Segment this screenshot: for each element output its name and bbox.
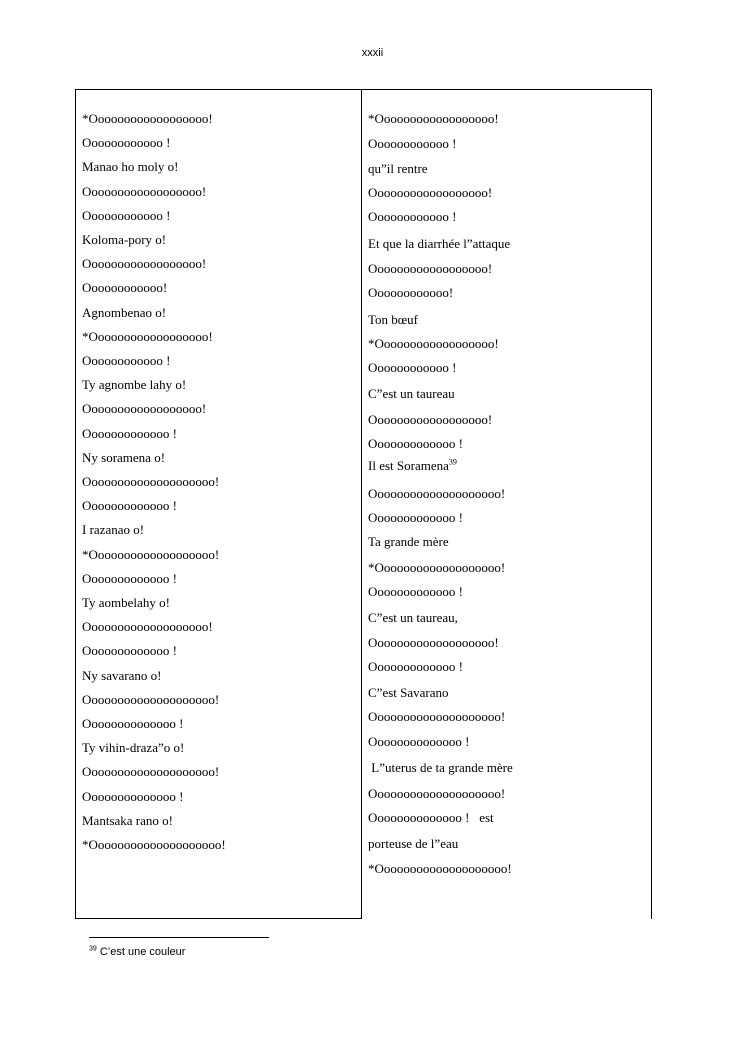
translation-line-text: Ton bœuf <box>368 312 419 327</box>
translation-line-text: Oooooooooooo ! <box>368 136 457 151</box>
translation-line-text: C”est un taureau, <box>368 610 458 625</box>
translation-line <box>368 534 449 550</box>
translation-line-text: *Oooooooooooooooooo! <box>368 111 499 126</box>
translation-line-text: Il est Soramena <box>368 458 449 473</box>
translation-line <box>368 458 457 474</box>
verse-line: Mantsaka rano o! <box>82 813 173 828</box>
verse-line: Ooooooooooooo ! <box>82 426 177 441</box>
translation-line-text: Ooooooooooooo ! <box>368 436 463 451</box>
translation-line-text: qu”il rentre <box>368 161 428 176</box>
footnote <box>89 946 185 958</box>
translation-line-text: Ta grande mère <box>368 534 449 549</box>
verse-line: Manao ho moly o! <box>82 159 179 174</box>
verse-line: Oooooooooooooooooooo! <box>82 474 220 489</box>
verse-line: *Oooooooooooooooooo! <box>82 329 213 344</box>
verse-line: Ty vihin-draza”o o! <box>82 740 185 755</box>
verse-line: Oooooooooooooooooooo! <box>82 764 220 779</box>
verse-line: Ooooooooooooo ! <box>82 571 177 586</box>
verse-line: Oooooooooooooooooooo! <box>82 692 220 707</box>
translation-line <box>368 734 469 750</box>
verse-line: Oooooooooooo ! <box>82 135 171 150</box>
translation-line-text: Oooooooooooo ! <box>368 209 457 224</box>
translation-line <box>368 584 463 600</box>
translation-line-text: L”uterus de ta grande mère <box>368 760 513 775</box>
translation-line <box>368 486 505 502</box>
translation-line <box>368 285 453 301</box>
verse-line: Oooooooooooooooooo! <box>82 184 207 199</box>
translation-line <box>368 261 492 277</box>
translation-line <box>368 786 505 802</box>
translation-line <box>368 161 428 177</box>
translation-line <box>368 685 449 701</box>
footnote-separator <box>89 937 269 938</box>
translation-line-text: Oooooooooooooooooooo! <box>368 786 506 801</box>
footnote-marker: 39 <box>89 945 97 953</box>
translation-line <box>368 360 456 376</box>
verse-line: Koloma-pory o! <box>82 232 167 247</box>
translation-line <box>368 136 456 152</box>
translation-line <box>368 386 455 402</box>
translation-line <box>368 709 505 725</box>
translation-line-text: porteuse de l”eau <box>368 836 459 851</box>
verse-line: Oooooooooooooo ! <box>82 716 184 731</box>
verse-line: Oooooooooooooo ! <box>82 789 184 804</box>
verse-line: *Oooooooooooooooooo! <box>82 111 213 126</box>
translation-line-text: Et que la diarrhée l”attaque <box>368 236 511 251</box>
translation-line <box>368 336 499 352</box>
translation-line <box>368 810 494 826</box>
verse-line: Oooooooooooo ! <box>82 353 171 368</box>
translation-line-text: C”est Savarano <box>368 685 449 700</box>
translation-line <box>368 836 458 852</box>
translation-line <box>368 760 513 776</box>
translation-line <box>368 436 463 452</box>
translation-line-text: Oooooooooooooooooo! <box>368 185 493 200</box>
verse-line: Ooooooooooooo ! <box>82 498 177 513</box>
translation-line <box>368 635 499 651</box>
left-column <box>75 89 362 919</box>
footnote-text: C’est une couleur <box>96 946 186 958</box>
verse-line: Agnombenao o! <box>82 305 167 320</box>
verse-line: Ooooooooooooo ! <box>82 643 177 658</box>
translation-line-text: Ooooooooooooooooooo! <box>368 635 499 650</box>
verse-line: Oooooooooooo! <box>82 280 168 295</box>
translation-line <box>368 111 499 127</box>
verse-line: I razanao o! <box>82 522 145 537</box>
verse-line: Ny soramena o! <box>82 450 166 465</box>
verse-line: Ooooooooooooooooooo! <box>82 619 213 634</box>
translation-line <box>368 861 512 877</box>
translation-line <box>368 236 510 252</box>
translation-line-text: Ooooooooooooo ! <box>368 659 463 674</box>
translation-line-text: Oooooooooooooooooooo! <box>368 486 506 501</box>
translation-line <box>368 412 492 428</box>
verse-line: Ny savarano o! <box>82 668 162 683</box>
footnote-reference[interactable]: 39 <box>448 457 457 467</box>
translation-line-text: *Oooooooooooooooooooo! <box>368 861 512 876</box>
verse-line: Ty agnombe lahy o! <box>82 377 187 392</box>
verse-line: *Oooooooooooooooooooo! <box>82 837 226 852</box>
translation-line-text: Ooooooooooooo ! <box>368 584 463 599</box>
translation-line <box>368 510 463 526</box>
verse-line: Ty aombelahy o! <box>82 595 170 610</box>
verse-line: Oooooooooooo ! <box>82 208 171 223</box>
translation-line-text: Oooooooooooo! <box>368 285 454 300</box>
translation-line-text: Oooooooooooooo ! <box>368 734 470 749</box>
translation-line <box>368 659 463 675</box>
translation-line-text: Oooooooooooo ! <box>368 360 457 375</box>
translation-line <box>368 560 505 576</box>
translation-line-text: C”est un taureau <box>368 386 455 401</box>
verse-line: *Ooooooooooooooooooo! <box>82 547 220 562</box>
translation-line-text: *Oooooooooooooooooo! <box>368 336 499 351</box>
translation-line-text: Ooooooooooooo ! <box>368 510 463 525</box>
translation-line-text: Oooooooooooooooooooo! <box>368 709 506 724</box>
translation-line-text: *Ooooooooooooooooooo! <box>368 560 506 575</box>
translation-line <box>368 312 418 328</box>
right-column <box>362 89 652 919</box>
translation-line <box>368 185 492 201</box>
translation-line-text: Oooooooooooooo ! est <box>368 810 494 825</box>
translation-line-text: Oooooooooooooooooo! <box>368 412 493 427</box>
verse-line: Oooooooooooooooooo! <box>82 401 207 416</box>
page-number: xxxii <box>361 47 384 59</box>
verse-line: Oooooooooooooooooo! <box>82 256 207 271</box>
translation-line-text: Oooooooooooooooooo! <box>368 261 493 276</box>
translation-line <box>368 610 458 626</box>
translation-line <box>368 209 456 225</box>
